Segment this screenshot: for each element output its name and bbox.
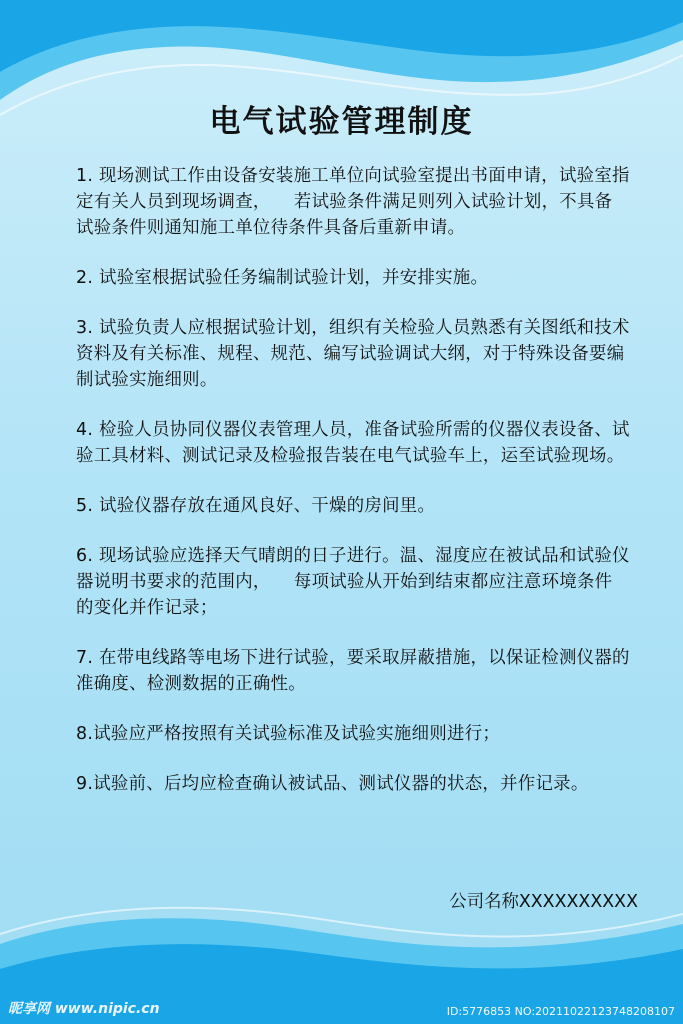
page-title: 电气试验管理制度 <box>209 104 474 140</box>
watermark-id: ID:5776853 NO:20211022123748208107 <box>446 1005 675 1018</box>
company-name: 公司名称XXXXXXXXXX <box>449 892 638 912</box>
rule-item: 5. 试验仪器存放在通风良好、干燥的房间里。 <box>76 496 436 516</box>
rule-item: 4. 检验人员协同仪器仪表管理人员，准备试验所需的仪器仪表设备、试验工具材料、测试记录及检验报告装在电气试验车上，运至试验现场。 <box>76 420 630 466</box>
rule-item: 3. 试验负责人应根据试验计划，组织有关检验人员熟悉有关图纸和技术资料及有关标准、规程、规范、编写试验调试大纲，对于特殊设备要编制试验实施细则。 <box>76 318 630 390</box>
watermark-site: 昵享网 www.nipic.cn <box>8 1001 160 1017</box>
rule-item: 2. 试验室根据试验任务编制试验计划，并安排实施。 <box>76 268 489 288</box>
rule-item: 1. 现场测试工作由设备安装施工单位向试验室提出书面申请，试验室指定有关人员到现场调查， 若试验条件满足则列入试验计划，不具备试验条件则通知施工单位待条件具备后重新申请。 <box>76 166 630 238</box>
rule-item: 7. 在带电线路等电场下进行试验，要采取屏蔽措施，以保证检测仪器的准确度、检测数据的正确性。 <box>76 648 630 694</box>
rule-item: 8.试验应严格按照有关试验标准及试验实施细则进行； <box>76 724 501 744</box>
rule-item: 9.试验前、后均应检查确认被试品、测试仪器的状态，并作记录。 <box>76 774 589 794</box>
rules-list <box>76 163 630 821</box>
rule-item: 6. 现场试验应选择天气晴朗的日子进行。温、湿度应在被试品和试验仪器说明书要求的范围内， 每项试验从开始到结束都应注意环境条件的变化并作记录； <box>76 546 630 618</box>
